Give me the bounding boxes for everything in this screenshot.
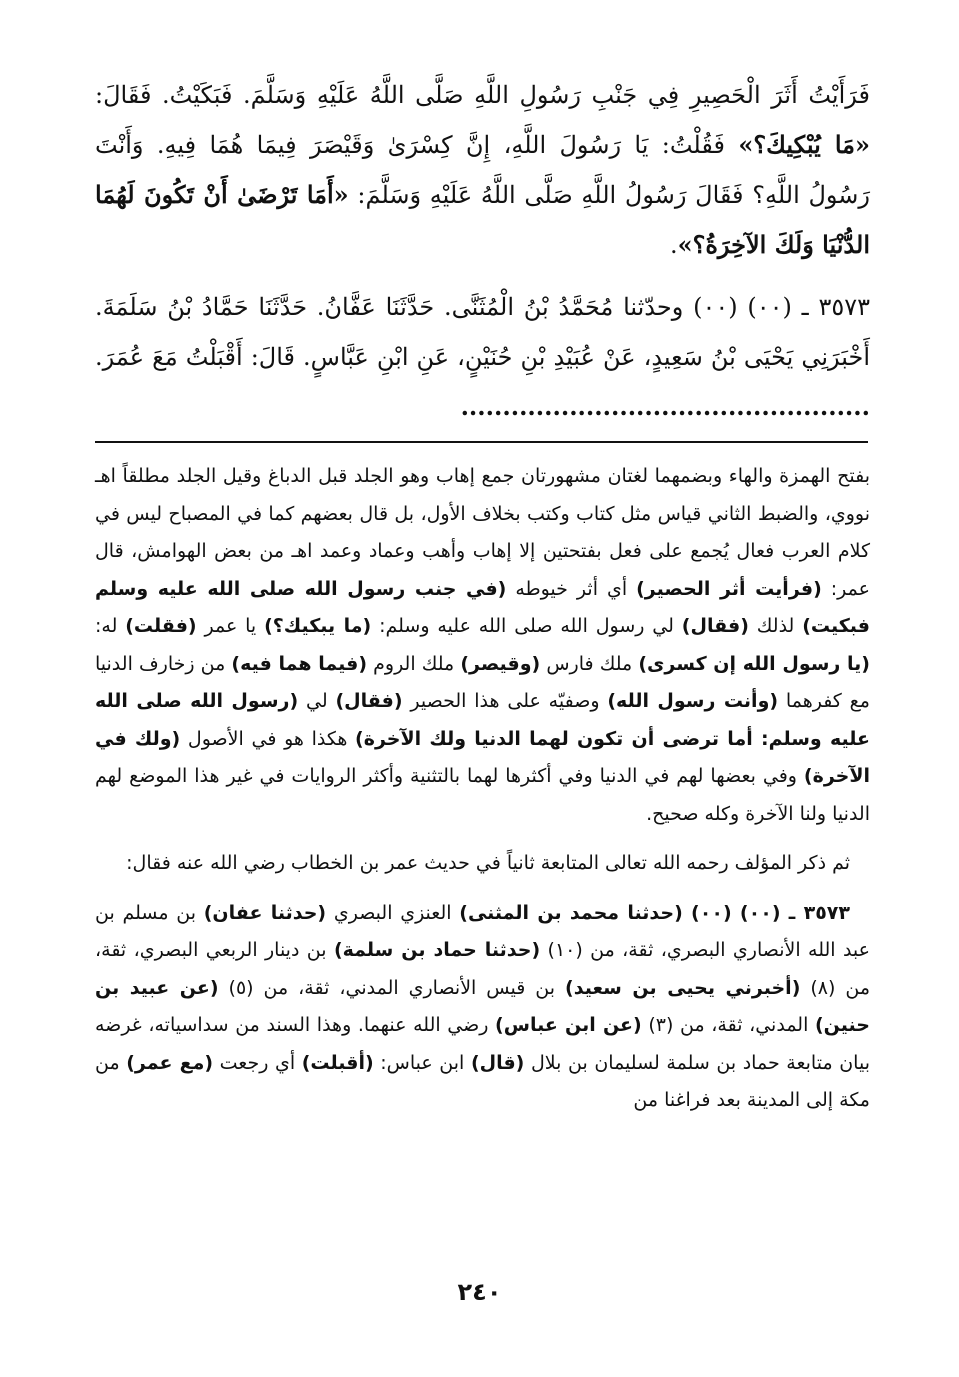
commentary-text: لي رسول الله صلى الله عليه وسلم:	[371, 615, 682, 637]
isnad-quote: (عن ابن عباس)	[495, 1014, 642, 1036]
isnad-text: بن قيس الأنصاري المدني، ثقة، من (٥)	[218, 976, 566, 999]
hadith-1-text-b: فَقُلْتُ: يَا رَسُولَ اللَّهِ، إِنَّ كِسْرَىٰ وَقَيْصَرَ فِيمَا هُمَا فِيهِ. وَأَنْتَ رَسُولُ اللَّهِ؟ فَقَالَ رَسُولُ اللَّهِ صَلَّى اللَّهُ عَلَيْهِ وَسَلَّمَ:	[95, 131, 870, 209]
hadith-paragraph-2	[95, 282, 870, 432]
isnad-quote: (حدثنا محمد بن المثنى)	[459, 901, 683, 924]
commentary-quote: (وقيصر)	[460, 652, 541, 675]
hadith-paragraph-1	[95, 70, 870, 270]
isnad-text: ابن عباس:	[373, 1051, 471, 1074]
hadith-2-dots: .................................................	[460, 392, 870, 421]
isnad-quote: (مع عمر)	[126, 1051, 214, 1074]
commentary-block	[95, 458, 870, 1120]
commentary-text: وصفيّه على هذا الحصير	[402, 690, 608, 712]
commentary-text: هكذا هو في الأصول	[180, 727, 356, 750]
isnad-text: من مكة إلى المدينة بعد فراغنا من	[95, 1051, 870, 1111]
isnad-quote: (حدثنا عفان)	[203, 901, 327, 924]
commentary-text: يا عمر	[196, 615, 265, 637]
commentary-text: له:	[95, 615, 126, 637]
isnad-quote: (عن عبيد بن حنين)	[95, 976, 870, 1036]
commentary-quote: (فيما هما فيه)	[231, 652, 368, 675]
isnad-quote: (أقبلت)	[301, 1051, 374, 1074]
isnad-text: رضي الله عنهما. وهذا السند من سداسياته، غرضه بيان متابعة حماد بن سلمة لسليمان بن بلال	[95, 1014, 870, 1074]
commentary-quote: (يا رسول الله إن كسرى)	[638, 652, 870, 675]
commentary-quote: (فرأيت أثر الحصير)	[636, 577, 822, 600]
page-number: ٢٤٠	[457, 1278, 502, 1306]
commentary-text: أي أثر خيوطه	[506, 577, 637, 600]
commentary-quote: (رسول الله صلى الله عليه وسلم: أما ترضى أن تكون لهما الدنيا ولك الآخرة)	[95, 690, 870, 750]
isnad-text: المدني، ثقة، من (٣)	[641, 1014, 815, 1036]
commentary-text: ملك الروم	[367, 652, 461, 675]
commentary-isnad	[95, 895, 870, 1120]
commentary-quote: (فقال)	[335, 690, 403, 712]
isnad-text: العنزي البصري	[326, 901, 460, 924]
commentary-text: من زخارف الدنيا مع كفرهما	[95, 652, 870, 712]
commentary-intro: ثم ذكر المؤلف رحمه الله تعالى المتابعة ثانياً في حديث عمر بن الخطاب رضي الله عنه فقال:	[126, 852, 850, 874]
commentary-quote: (ما يبكيك؟)	[264, 615, 372, 637]
hadith-1-quote-a: «مَا يُبْكِيكَ؟»	[738, 130, 871, 159]
isnad-text: بن دينار الربعي البصري، ثقة، من (٨)	[95, 939, 871, 999]
commentary-quote: (وأنت رسول الله)	[607, 690, 779, 712]
commentary-quote: (فقلت)	[125, 615, 197, 637]
commentary-quote: (في جنب رسول الله صلى الله عليه وسلم فبكيت)	[95, 577, 871, 637]
commentary-text: وفي بعضها لهم في الدنيا وفي أكثرها لهما بالتثنية وأكثر الروايات في غير هذا الموضع لهم الدنيا ولنا الآخرة وكله صحيح.	[95, 765, 870, 825]
commentary-text: لذلك	[748, 615, 803, 637]
hadith-2-text: ٣٥٧٣ ـ (٠٠) (٠٠) وحدّثنا مُحَمَّدُ بْنُ الْمُثَنَّى. حَدَّثَنَا عَفَّانُ. حَدَّثَنَا حَمَّادُ بْنُ سَلَمَةَ. أَخْبَرَنِي يَحْيَى بْنُ سَعِيدٍ، عَنْ عُبَيْدِ بْنِ حُنَيْنٍ، عَنِ ابْنِ عَبَّاسٍ. قَالَ: أَقْبَلْتُ مَعَ عُمَرَ.	[95, 293, 870, 371]
isnad-text: أي رجعت	[213, 1051, 302, 1074]
isnad-quote: (أخبرني يحيى بن سعيد)	[565, 976, 801, 999]
isnad-quote: (حدثنا حماد بن سلمة)	[333, 939, 541, 961]
commentary-text: ملك فارس	[540, 652, 639, 675]
hadith-1-text-c: .	[669, 231, 678, 259]
commentary-quote: (ولك في الآخرة)	[95, 727, 870, 787]
hadith-1-quote-b: «أَمَا تَرْضَىٰ أَنْ تَكُونَ لَهُمَا الدُّنْيَا وَلَكَ الآخِرَةُ؟»	[95, 180, 870, 259]
hadith-text-block	[95, 70, 870, 432]
isnad-text: بن مسلم بن عبد الله الأنصاري البصري، ثقة، من (١٠)	[95, 901, 870, 961]
commentary-quote: (فقال)	[681, 615, 749, 637]
commentary-paragraph-1	[95, 458, 870, 833]
hadith-1-text-a: فَرَأَيْتُ أَثَرَ الْحَصِيرِ فِي جَنْبِ رَسُولِ اللَّهِ صَلَّى اللَّهُ عَلَيْهِ وَسَلَّمَ. فَبَكَيْتُ. فَقَالَ:	[95, 81, 870, 109]
commentary-text: لي	[298, 690, 336, 712]
isnad-quote: (قال)	[470, 1051, 525, 1074]
commentary-text: بفتح الهمزة والهاء وبضمهما لغتان مشهورتان جمع إهاب وهو الجلد قبل الدباغ وقيل الجلد مطلقاً اهـ نووي، والضبط الثاني قياس مثل كتاب وكتب بخلاف الأول، بل قال بعضهم كما في المصباح ليس في كلام العرب فعال يُجمع على فعل بفتحتين إلا إهاب وأهب وعماد وعمد اهـ من بعض الهوامش، قال عمر:	[95, 465, 870, 600]
isnad-number: ٣٥٧٣ ـ (٠٠) (٠٠)	[682, 901, 850, 924]
footnote-divider	[95, 441, 868, 443]
